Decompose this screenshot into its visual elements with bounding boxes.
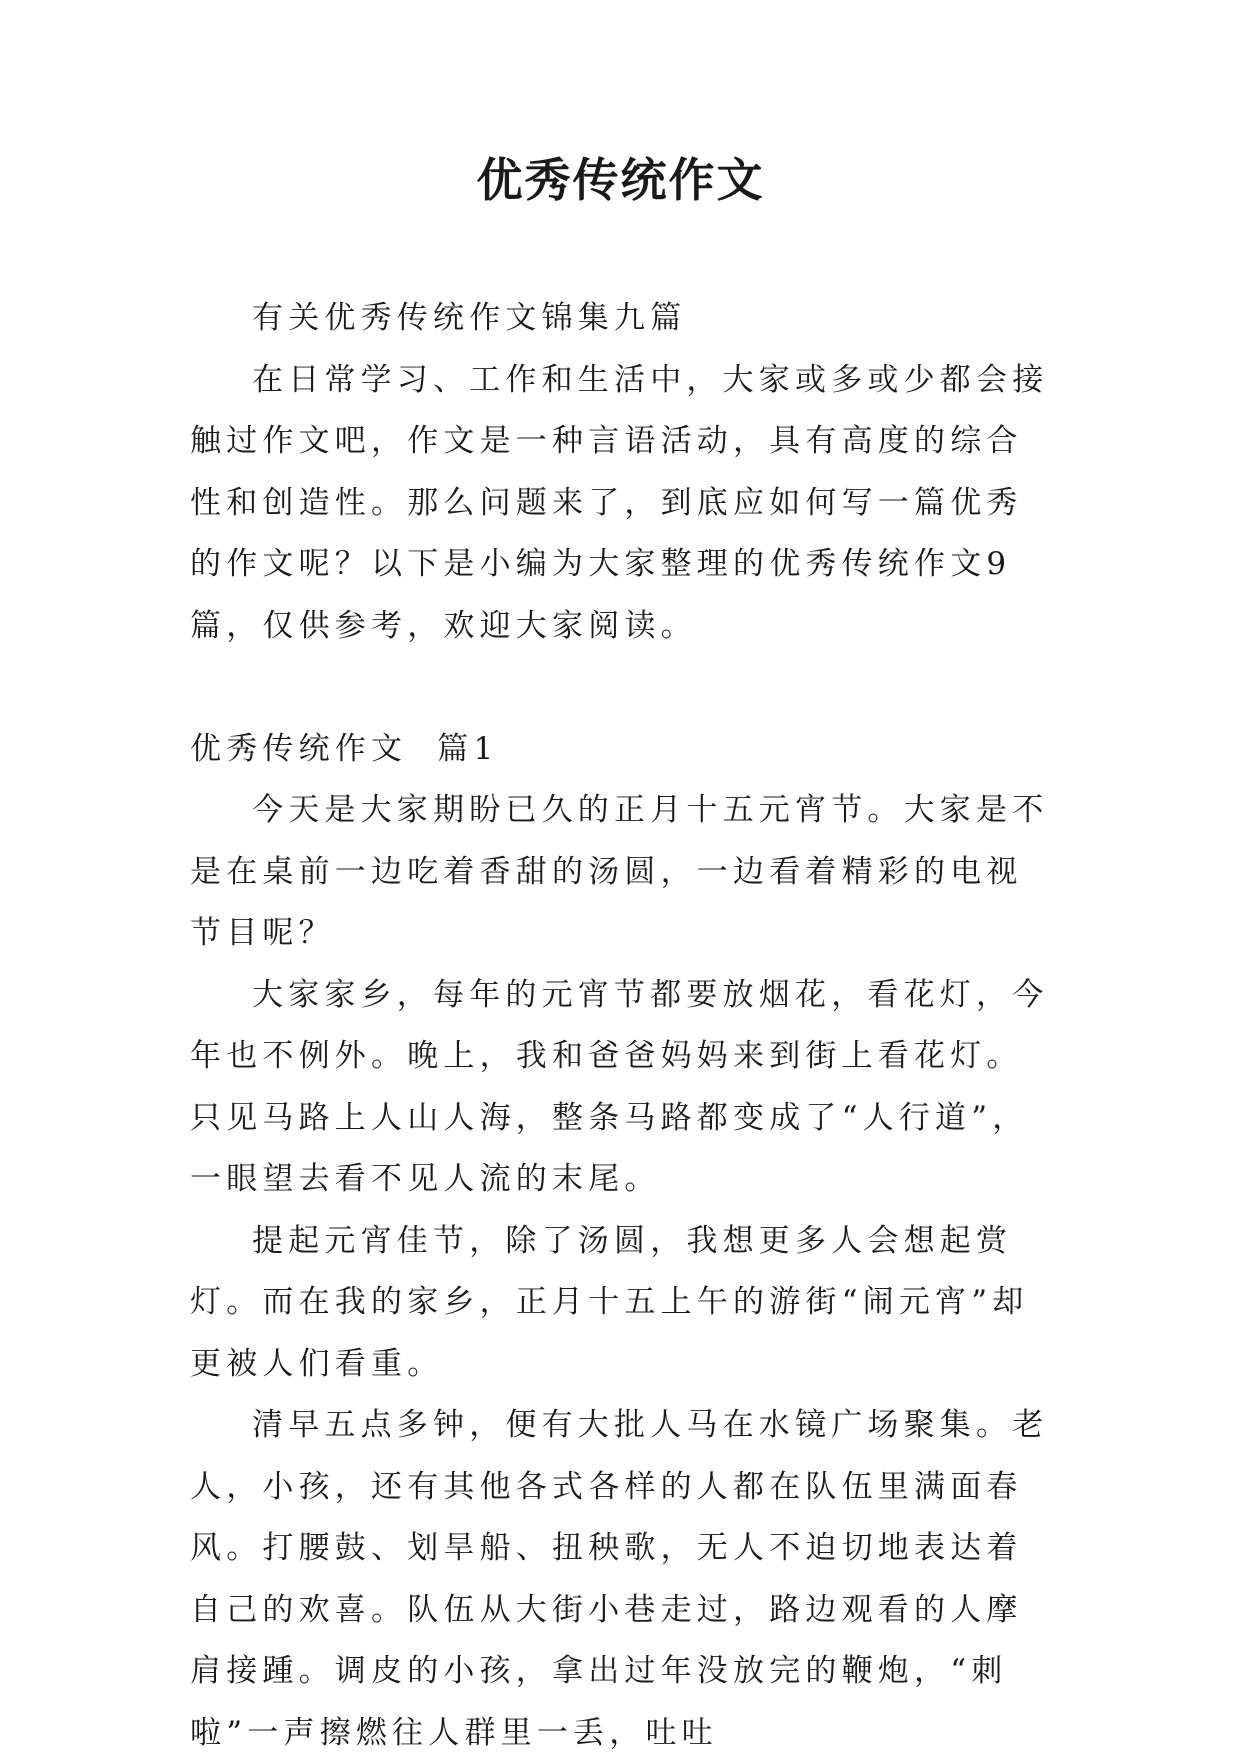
intro-paragraph: 在日常学习、工作和生活中，大家或多或少都会接触过作文吧，作文是一种言语活动，具有高度的综合性和创造性。那么问题来了，到底应如何写一篇优秀的作文呢？以下是小编为大家整理的优秀传统作文9篇，仅供参考，欢迎大家阅读。 bbox=[190, 361, 1049, 644]
subtitle: 有关优秀传统作文锦集九篇 bbox=[252, 300, 687, 336]
body-paragraph: 大家家乡，每年的元宵节都要放烟花，看花灯，今年也不例外。晚上，我和爸爸妈妈来到街上看花灯。只见马路上人山人海，整条马路都变成了“人行道”，一眼望去看不见人流的末尾。 bbox=[190, 976, 1049, 1197]
document-title: 优秀传统作文 bbox=[476, 153, 765, 207]
section-heading: 优秀传统作文 篇1 bbox=[190, 730, 499, 767]
section-spacer bbox=[190, 657, 1055, 719]
body-paragraph: 提起元宵佳节，除了汤圆，我想更多人会想起赏灯。而在我的家乡，正月十五上午的游街“闹元宵”却更被人们看重。 bbox=[190, 1222, 1029, 1382]
document-body bbox=[190, 288, 1055, 1764]
body-paragraph: 清早五点多钟，便有大批人马在水镜广场聚集。老人，小孩，还有其他各式各样的人都在队伍里满面春风。打腰鼓、划旱船、扭秧歌，无人不迫切地表达着自己的欢喜。队伍从大街小巷走过，路边观看的人摩肩接踵。调皮的小孩，拿出过年没放完的鞭炮，“刺啦”一声擦燃往人群里一丢，吐吐 bbox=[190, 1407, 1049, 1751]
body-paragraph: 今天是大家期盼已久的正月十五元宵节。大家是不是在桌前一边吃着香甜的汤圆，一边看着精彩的电视节目呢？ bbox=[190, 792, 1049, 951]
